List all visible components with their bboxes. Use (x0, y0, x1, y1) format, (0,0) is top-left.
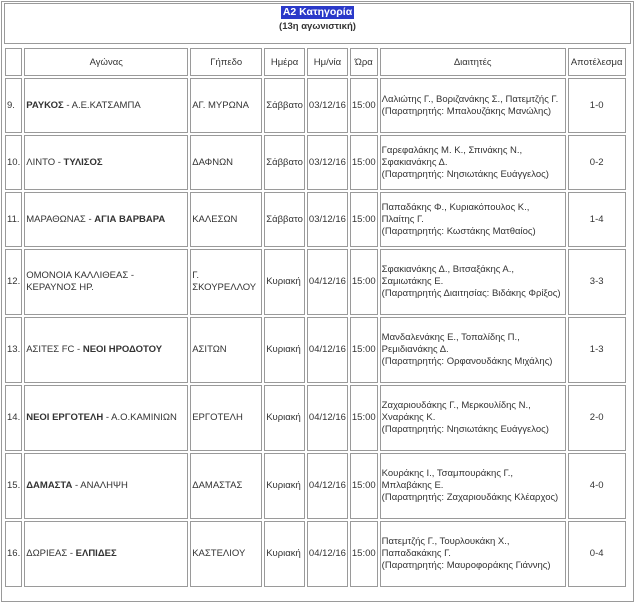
result-cell: 0-4 (568, 521, 626, 587)
day-cell: Κυριακή (264, 317, 305, 383)
col-result: Αποτέλεσμα (568, 48, 626, 76)
referees-cell (380, 521, 566, 587)
field-cell: ΚΑΣΤΕΛΙΟΥ (190, 521, 262, 587)
table-row (5, 135, 626, 190)
match-number: 13. (5, 317, 22, 383)
table-row (5, 78, 626, 133)
referee-names: Κουράκης Ι., Τσαμπουράκης Γ., Μπλαβάκης Ε. (381, 468, 514, 491)
referees-cell (380, 317, 566, 383)
page-title: Α2 Κατηγορία (282, 6, 353, 18)
observer-name: (Παρατηρητής: Νησιωτάκης Ευάγγελος) (381, 168, 549, 180)
date-cell: 04/12/16 (307, 521, 348, 587)
referees-cell (380, 192, 566, 247)
col-referees: Διαιτητές (380, 48, 566, 76)
home-team: ΔΩΡΙΕΑΣ (26, 548, 68, 559)
date-cell: 03/12/16 (307, 192, 348, 247)
referees-cell (380, 453, 566, 519)
home-team: ΑΣΙΤΕΣ FC (26, 344, 75, 355)
team-separator: - (67, 548, 76, 559)
observer-name: (Παρατηρητής: Νησιωτάκης Ευάγγελος) (381, 424, 549, 435)
time-cell: 15:00 (350, 249, 378, 315)
col-date: Ημ/νία (307, 48, 348, 76)
referee-names: Λαλιώτης Γ., Βοριζανάκης Σ., Πατεμτζής Γ. (381, 93, 559, 105)
column-header-row (5, 48, 626, 76)
match-cell (24, 192, 188, 247)
match-cell (24, 385, 188, 451)
date-cell: 03/12/16 (307, 78, 348, 133)
observer-name: (Παρατηρητής: Κωστάκης Ματθαίος) (381, 225, 536, 237)
home-team: ΛΙΝΤΟ (26, 156, 56, 168)
date-cell: 03/12/16 (307, 135, 348, 190)
result-cell: 1-3 (568, 317, 626, 383)
day-cell: Κυριακή (264, 385, 305, 451)
col-time: Ώρα (350, 48, 378, 76)
match-number: 15. (5, 453, 22, 519)
table-row (5, 521, 626, 587)
time-cell: 15:00 (350, 192, 378, 247)
observer-name: (Παρατηρητής: Ορφανουδάκης Μιχάλης) (381, 356, 553, 367)
match-cell (24, 135, 188, 190)
date-cell: 04/12/16 (307, 453, 348, 519)
referees-cell (380, 385, 566, 451)
home-team: ΡΑΥΚΟΣ (26, 99, 64, 111)
match-cell (24, 317, 188, 383)
referee-names: Παπαδάκης Φ., Κυριακόπουλος Κ., Πλαίτης Γ. (381, 201, 530, 225)
col-field: Γήπεδο (190, 48, 262, 76)
result-cell: 4-0 (568, 453, 626, 519)
table-row (5, 385, 626, 451)
field-cell: ΔΑΜΑΣΤΑΣ (190, 453, 262, 519)
day-cell: Σάββατο (264, 135, 305, 190)
field-cell: ΚΑΛΕΣΩΝ (190, 192, 262, 247)
observer-name: (Παρατηρητής Διαιτησίας: Βιδάκης Φρίξος) (381, 288, 561, 299)
referee-names: Ζαχαριουδάκης Γ., Μερκουλίδης Ν., Χναράκης Κ. (381, 400, 531, 423)
result-cell: 1-4 (568, 192, 626, 247)
col-match: Αγώνας (24, 48, 188, 76)
match-number: 16. (5, 521, 22, 587)
referees-cell (380, 249, 566, 315)
away-team: ΚΕΡΑΥΝΟΣ ΗΡ. (26, 282, 94, 293)
referee-names: Πατεμτζής Γ., Τουρλουκάκη Χ., Παπαδακάκης Γ. (381, 536, 510, 559)
team-separator: - (55, 156, 64, 168)
table-row (5, 453, 626, 519)
observer-name: (Παρατηρητής: Μαυροφοράκης Γιάννης) (381, 560, 551, 571)
result-cell: 0-2 (568, 135, 626, 190)
time-cell: 15:00 (350, 78, 378, 133)
observer-name: (Παρατηρητής: Ζαχαριουδάκης Κλέαρχος) (381, 492, 559, 503)
time-cell: 15:00 (350, 135, 378, 190)
day-cell: Κυριακή (264, 249, 305, 315)
col-day: Ημέρα (264, 48, 305, 76)
match-number: 14. (5, 385, 22, 451)
field-cell: ΑΣΙΤΩΝ (190, 317, 262, 383)
match-cell (24, 453, 188, 519)
referee-names: Γαρεφαλάκης Μ. Κ., Σπινάκης Ν., Σφακιανάκης Δ. (381, 144, 523, 168)
team-separator: - (85, 213, 95, 225)
match-cell (24, 78, 188, 133)
round-subtitle: (13η αγωνιστική) (279, 21, 356, 32)
col-number (5, 48, 22, 76)
date-cell: 04/12/16 (307, 385, 348, 451)
result-cell: 2-0 (568, 385, 626, 451)
away-team: ΤΥΛΙΣΟΣ (63, 156, 103, 168)
result-cell: 3-3 (568, 249, 626, 315)
away-team: ΝΕΟΙ ΗΡΟΔΟΤΟΥ (82, 344, 163, 355)
match-number: 11. (5, 192, 22, 247)
date-cell: 04/12/16 (307, 317, 348, 383)
referee-names: Μανδαλενάκης Ε., Τοπαλίδης Π., Ρεμιδιανάκης Δ. (381, 332, 520, 355)
match-number: 10. (5, 135, 22, 190)
away-team: ΕΛΠΙΔΕΣ (75, 548, 117, 559)
match-cell (24, 249, 188, 315)
time-cell: 15:00 (350, 317, 378, 383)
away-team: Α.Ο.ΚΑΜΙΝΙΩΝ (111, 412, 177, 423)
day-cell: Κυριακή (264, 521, 305, 587)
day-cell: Σάββατο (264, 192, 305, 247)
referees-cell (380, 78, 566, 133)
team-separator: - (103, 412, 112, 423)
team-separator: - (128, 270, 135, 281)
date-cell: 04/12/16 (307, 249, 348, 315)
day-cell: Κυριακή (264, 453, 305, 519)
field-cell: ΕΡΓΟΤΕΛΗ (190, 385, 262, 451)
fixtures-table (3, 46, 628, 589)
table-row (5, 317, 626, 383)
away-team: ΑΝΑΛΗΨΗ (80, 480, 128, 491)
field-cell: ΑΓ. ΜΥΡΩΝΑ (190, 78, 262, 133)
team-separator: - (63, 99, 72, 111)
time-cell: 15:00 (350, 385, 378, 451)
team-separator: - (74, 344, 83, 355)
home-team: ΔΑΜΑΣΤΑ (26, 480, 73, 491)
home-team: ΜΑΡΑΘΩΝΑΣ (26, 213, 86, 225)
away-team: ΑΓΙΑ ΒΑΡΒΑΡΑ (94, 213, 166, 225)
result-cell: 1-0 (568, 78, 626, 133)
match-cell (24, 521, 188, 587)
time-cell: 15:00 (350, 521, 378, 587)
time-cell: 15:00 (350, 453, 378, 519)
match-number: 12. (5, 249, 22, 315)
home-team: ΝΕΟΙ ΕΡΓΟΤΕΛΗ (26, 412, 104, 423)
home-team: ΟΜΟΝΟΙΑ ΚΑΛΛΙΘΕΑΣ (26, 270, 129, 281)
table-row (5, 249, 626, 315)
away-team: Α.Ε.ΚΑΤΣΑΜΠΑ (71, 99, 141, 111)
field-cell: ΔΑΦΝΩΝ (190, 135, 262, 190)
table-header-cell (4, 3, 631, 44)
observer-name: (Παρατηρητής: Μπαλουζάκης Μανώλης) (381, 105, 552, 117)
table-row (5, 192, 626, 247)
day-cell: Σάββατο (264, 78, 305, 133)
referees-cell (380, 135, 566, 190)
match-number: 9. (5, 78, 22, 133)
field-cell: Γ. ΣΚΟΥΡΕΛΛΟΥ (190, 249, 262, 315)
referee-names: Σφακιανάκης Δ., Βιτσαξάκης Α., Σαμιωτάκης Ε. (381, 264, 515, 287)
team-separator: - (72, 480, 81, 491)
